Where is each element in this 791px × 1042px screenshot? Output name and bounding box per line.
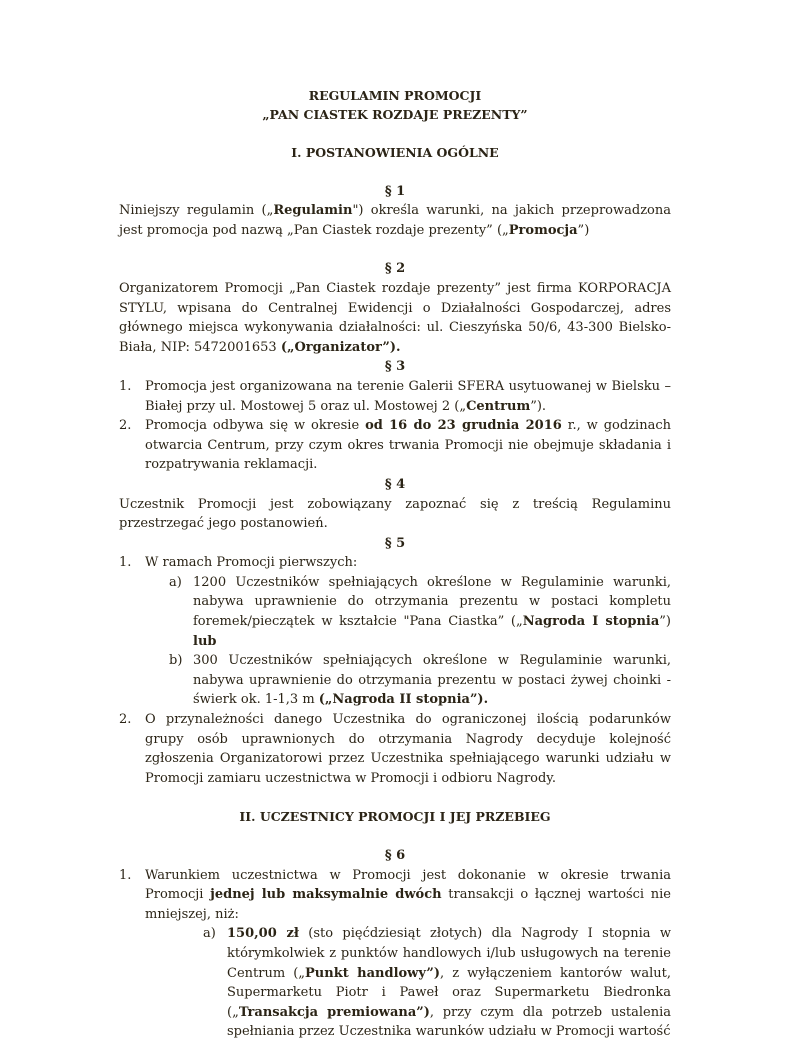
text-run: O przynależności danego Uczestnika do ograniczonej ilością podarunków grupy osób uprawnionych do otrzymania Nagrody decyduje kolejność zgłoszenia Organizatorowi przez Uczestnika spełniającego warunki udziału w Promocji zamiaru uczestnictwa w Promocji i odbioru Nagrody.	[145, 712, 671, 786]
list-number: 1.	[119, 867, 132, 883]
bold-run: 150,00 zł	[227, 926, 299, 942]
text-run: Niniejszy regulamin („	[119, 203, 274, 219]
text-run: , przy czym dla potrzeb ustalenia spełniania przez Uczestnika warunków udziału w Promocji wartość	[227, 1004, 671, 1040]
document-title-line2: „PAN CIASTEK ROZDAJE PREZENTY”	[262, 107, 528, 122]
bold-run: („Nagroda II stopnia”).	[318, 692, 489, 708]
text-run: Organizatorem Promocji „Pan Ciastek rozdaje prezenty” jest firma KORPORACJA STYLU, wpisana do Centralnej Ewidencji o Działalności Gospodarczej, adres głównego miejsca wykonywania działalności: ul. Cieszyńska 50/6, 43-300 Bielsko-Biała, NIP: 5472001653	[119, 280, 671, 355]
bold-run: („Organizator”).	[280, 339, 401, 355]
paragraph-4-text: Uczestnik Promocji jest zobowiązany zapoznać się z treścią Regulaminu przestrzegać jego postanowień.	[119, 496, 671, 532]
text-run: Promocja jest organizowana na terenie Galerii SFERA usytuowanej w Bielsku – Białej przy ul. Mostowej 5 oraz ul. Mostowej 2 („	[145, 378, 671, 414]
paragraph-6-list	[119, 866, 671, 1042]
text-run: 1200 Uczestników spełniających określone w Regulaminie warunki, nabywa uprawnienie do otrzymania prezentu w postaci kompletu foremek/pieczątek w kształcie "Pana Ciastka” („	[193, 574, 671, 630]
paragraph-2-text	[119, 279, 671, 357]
list-item	[119, 553, 671, 710]
paragraph-heading-1: § 1	[384, 183, 406, 199]
text-run: ”)	[577, 222, 590, 238]
text-run: 300 Uczestników spełniających określone w Regulaminie warunki, nabywa uprawnienie do otrzymania prezentu w postaci żywej choinki - świerk ok. 1-1,3 m	[193, 653, 671, 708]
bold-run: od 16 do 23 grudnia 2016	[365, 418, 562, 434]
text-run: r., w godzinach otwarcia Centrum, przy czym okres trwania Promocji nie obejmuje składania i rozpatrywania reklamacji.	[145, 418, 671, 473]
paragraph-1-text	[119, 201, 671, 240]
text-run: ”).	[530, 398, 547, 414]
list-item	[119, 416, 671, 475]
text-run: (sto pięćdziesiąt złotych) dla Nagrody I stopnia w którymkolwiek z punktów handlowych i/lub usługowych na terenie Centrum („	[227, 926, 671, 981]
list-item	[119, 377, 671, 416]
text-run: ") określa warunki, na jakich przeprowadzona jest promocja pod nazwą „Pan Ciastek rozdaje prezenty” („	[119, 203, 671, 238]
paragraph-heading-5: § 5	[384, 535, 406, 551]
document-title-line1: REGULAMIN PROMOCJI	[308, 88, 482, 103]
list-item	[119, 866, 671, 1042]
list-item	[169, 573, 671, 651]
list-letter: a)	[169, 574, 182, 590]
list-item	[119, 710, 671, 788]
text-run: transakcji o łącznej wartości nie mniejszej, niż:	[145, 887, 671, 922]
paragraph-heading-4: § 4	[384, 476, 406, 492]
paragraph-5-list	[119, 553, 671, 788]
bold-run: Transakcja premiowana”)	[238, 1004, 430, 1020]
list-letter: a)	[203, 926, 216, 942]
paragraph-6-sublist	[145, 924, 671, 1042]
list-number: 1.	[119, 555, 132, 571]
bold-run: jednej lub maksymalnie dwóch	[210, 887, 442, 903]
paragraph-5-sublist	[145, 573, 671, 710]
list-number: 2.	[119, 418, 132, 434]
paragraph-heading-2: § 2	[384, 261, 406, 277]
list-letter: b)	[169, 653, 183, 669]
text-run: Warunkiem uczestnictwa w Promocji jest dokonanie w okresie trwania Promocji	[145, 867, 671, 903]
paragraph-3-list	[119, 377, 671, 475]
paragraph-heading-6: § 6	[384, 848, 406, 863]
text-run: ”)	[659, 614, 671, 630]
section-title-participants: II. UCZESTNICY PROMOCJI I JEJ PRZEBIEG	[239, 809, 551, 825]
bold-run: Centrum	[466, 398, 531, 414]
bold-run: Promocja	[508, 222, 578, 238]
list-item	[203, 924, 671, 1042]
list-number: 2.	[119, 712, 132, 728]
section-title-general: I. POSTANOWIENIA OGÓLNE	[291, 145, 499, 160]
bold-run: lub	[193, 633, 217, 649]
paragraph-heading-3: § 3	[384, 359, 406, 375]
bold-run: Regulamin	[273, 203, 353, 219]
bold-run: Punkt handlowy”)	[305, 965, 441, 981]
text-run: W ramach Promocji pierwszych:	[145, 555, 358, 571]
bold-run: Nagroda I stopnia	[522, 614, 660, 630]
list-item	[169, 651, 671, 710]
text-run: Promocja odbywa się w okresie	[145, 418, 366, 434]
list-number: 1.	[119, 378, 132, 394]
text-run: , z wyłączeniem kantorów walut, Supermarketu Piotr i Paweł oraz Supermarketu Biedronka („	[227, 965, 672, 1020]
